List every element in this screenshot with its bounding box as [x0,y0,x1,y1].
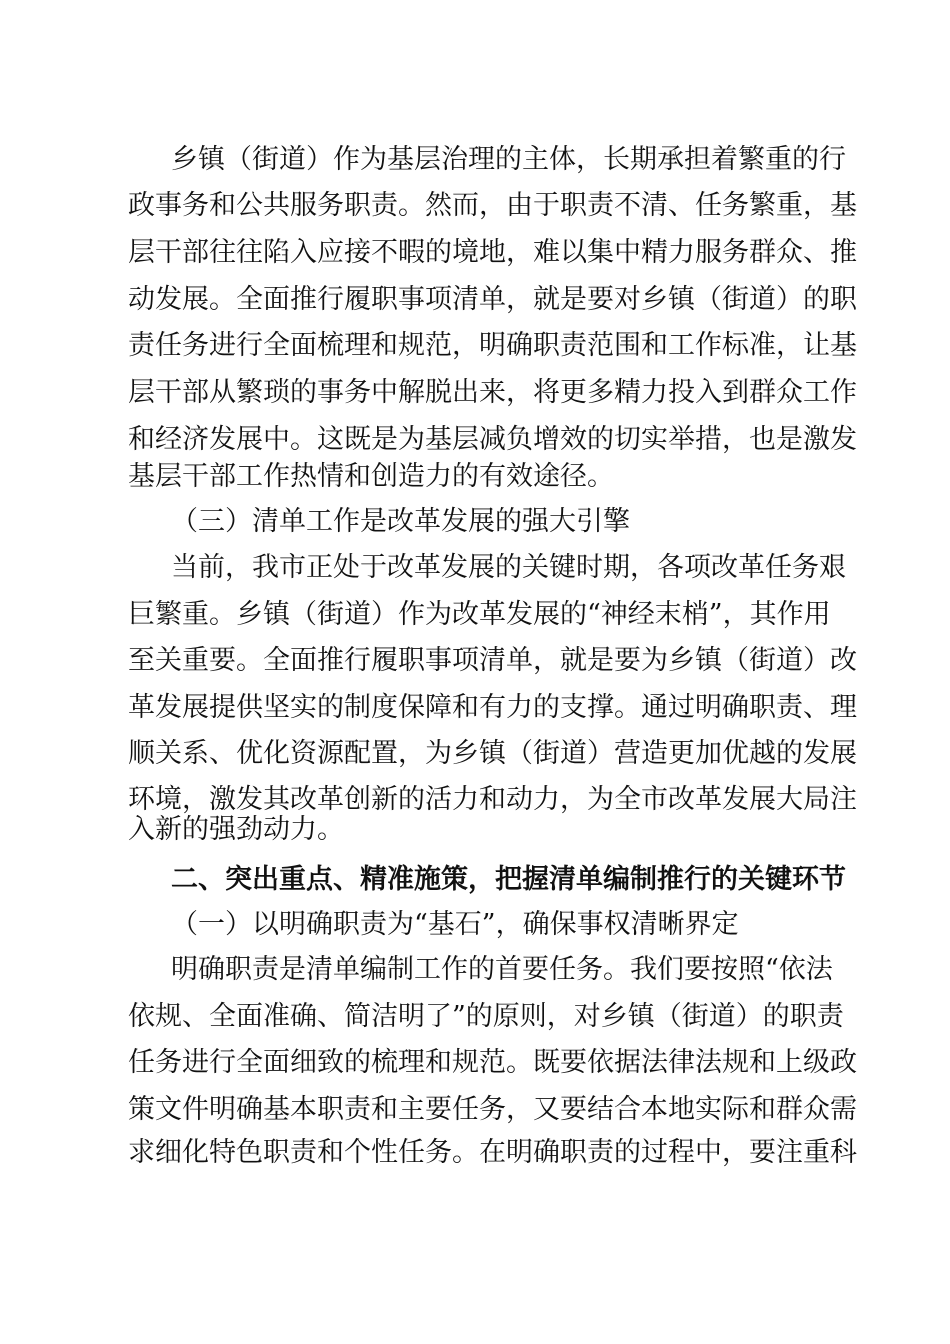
body-text-line: 策文件明确基本职责和主要任务，又要结合本地实际和群众需 [128,1094,857,1125]
section-heading-2: 二、突出重点、精准施策，把握清单编制推行的关键环节 [171,864,846,895]
body-text-line: 当前，我市正处于改革发展的关键时期，各项改革任务艰 [171,552,846,583]
body-text-line: 依规、全面准确、简洁明了”的原则，对乡镇（街道）的职责 [128,1001,844,1032]
body-text-line: 任务进行全面细致的梳理和规范。既要依据法律法规和上级政 [128,1047,857,1078]
body-text-line: 层干部往往陷入应接不暇的境地，难以集中精力服务群众、推 [128,237,857,268]
section-heading-3: （三）清单工作是改革发展的强大引擎 [171,506,630,537]
body-text-line: 责任务进行全面梳理和规范，明确职责范围和工作标准，让基 [128,330,857,361]
body-text-line: 基层干部工作热情和创造力的有效途径。 [128,461,614,492]
body-text-line: 动发展。全面推行履职事项清单，就是要对乡镇（街道）的职 [128,284,857,315]
body-text-line: 巨繁重。乡镇（街道）作为改革发展的“神经末梢”，其作用 [128,599,831,630]
body-text-line: 至关重要。全面推行履职事项清单，就是要为乡镇（街道）改 [128,645,857,676]
body-text-line: 环境，激发其改革创新的活力和动力，为全市改革发展大局注 [128,784,857,815]
body-text-line: 和经济发展中。这既是为基层减负增效的切实举措，也是激发 [128,424,857,455]
body-text-line: 政事务和公共服务职责。然而，由于职责不清、任务繁重，基 [128,190,857,221]
body-text-line: 革发展提供坚实的制度保障和有力的支撑。通过明确职责、理 [128,692,857,723]
body-text-line: 明确职责是清单编制工作的首要任务。我们要按照“依法 [171,954,833,985]
body-text-line: 乡镇（街道）作为基层治理的主体，长期承担着繁重的行 [171,144,846,175]
section-heading-3: （一）以明确职责为“基石”，确保事权清晰界定 [171,909,739,940]
body-text-line: 求细化特色职责和个性任务。在明确职责的过程中，要注重科 [128,1137,857,1168]
body-text-line: 顺关系、优化资源配置，为乡镇（街道）营造更加优越的发展 [128,738,857,769]
body-text-line: 入新的强劲动力。 [128,814,344,845]
body-text-line: 层干部从繁琐的事务中解脱出来，将更多精力投入到群众工作 [128,377,857,408]
